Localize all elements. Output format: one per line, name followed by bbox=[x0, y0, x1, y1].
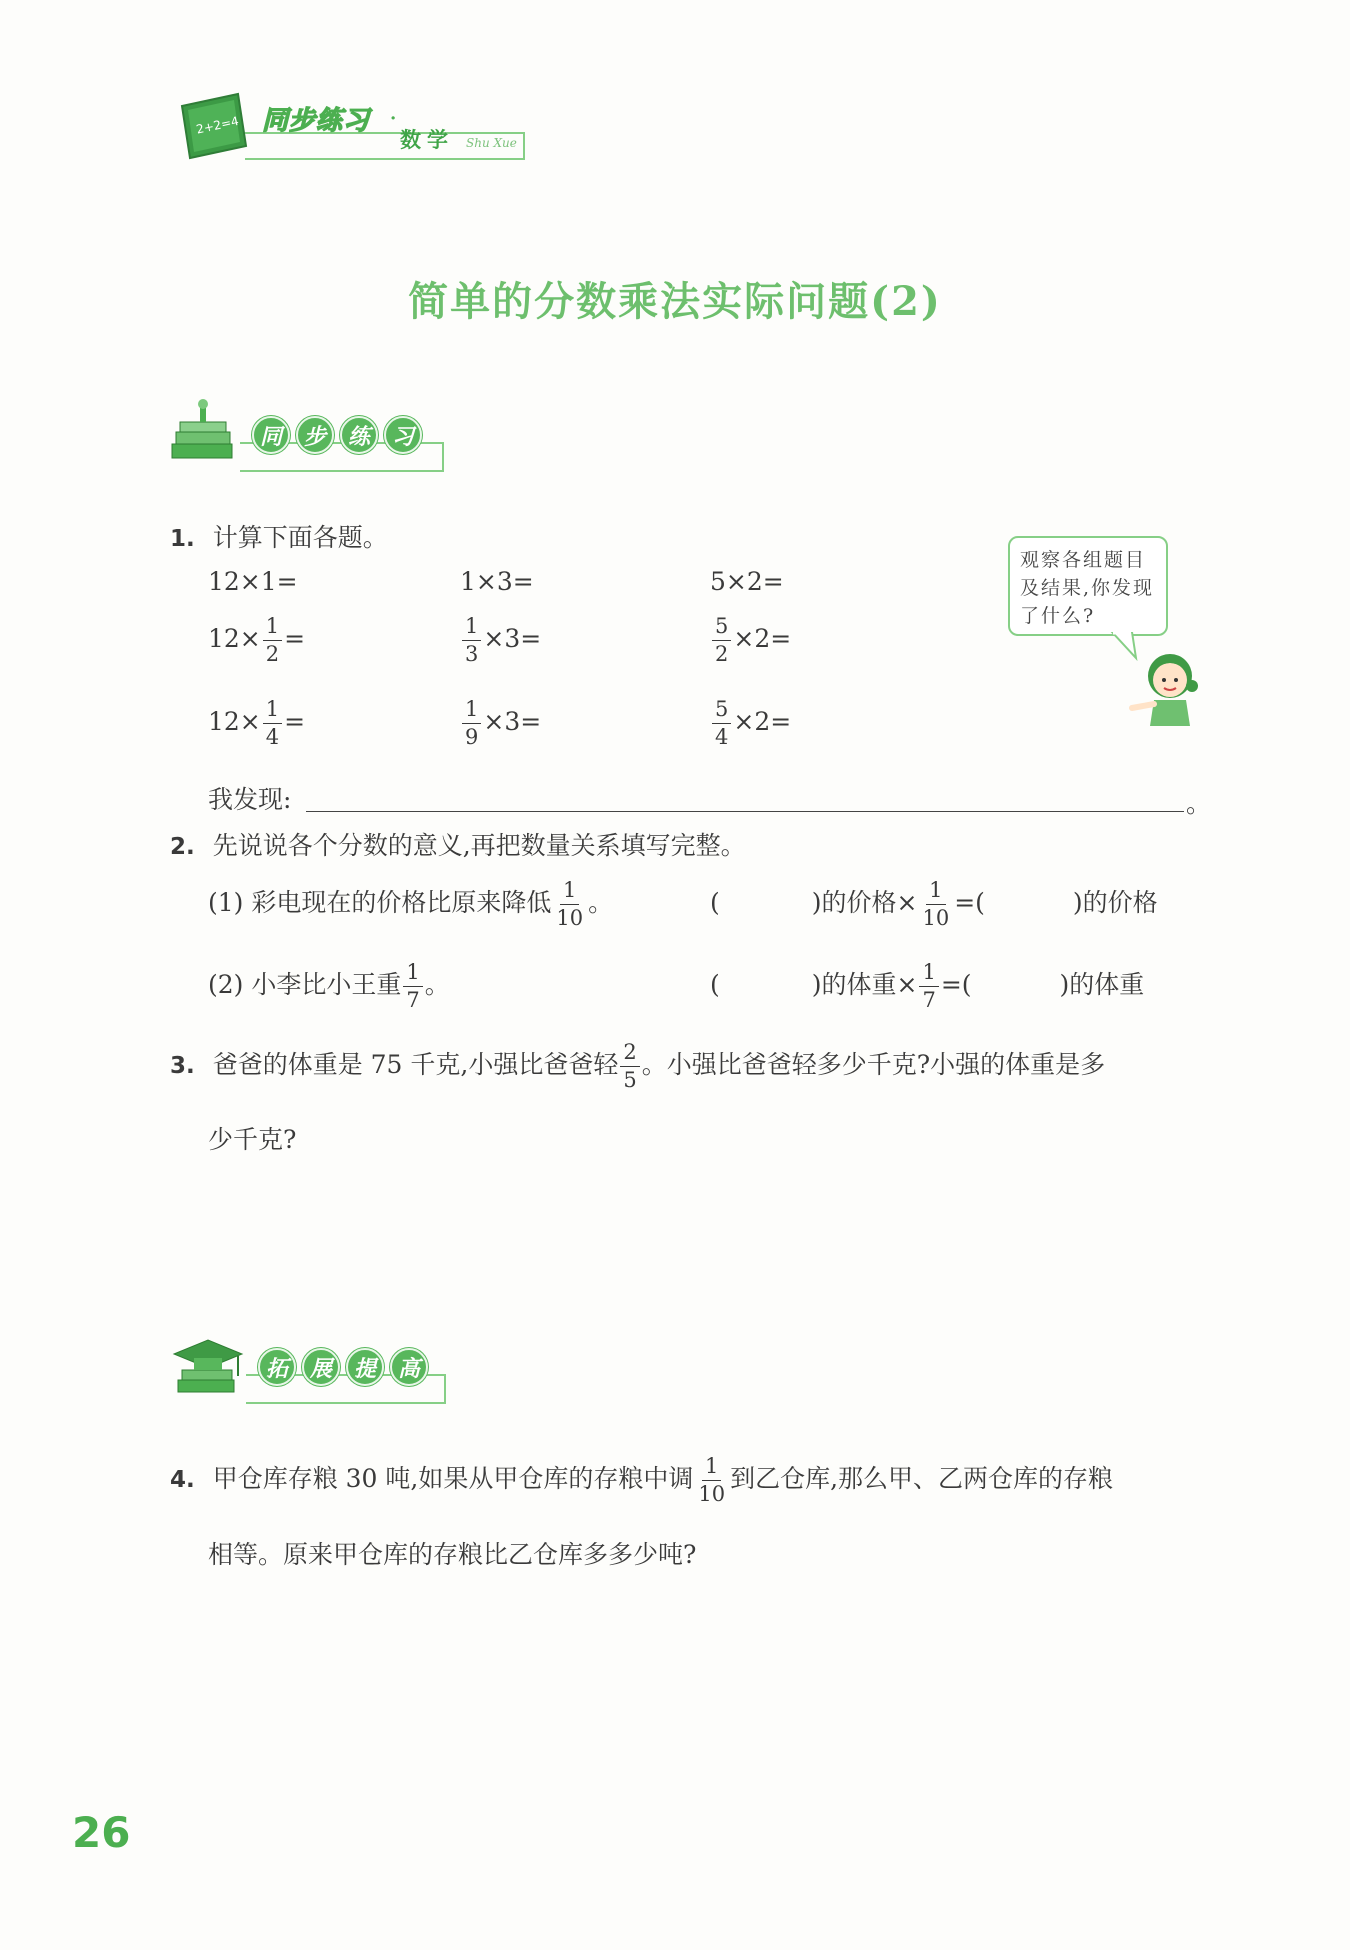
calc-item: $\frac{5}{4}$ ×2= bbox=[710, 699, 791, 748]
page-title: 简单的分数乘法实际问题(2) bbox=[408, 278, 942, 325]
page-number: 26 bbox=[72, 1808, 131, 1857]
calc-item: 12×1= bbox=[208, 567, 298, 596]
fraction: $\frac{1}{7}$ bbox=[919, 962, 938, 1011]
relation-fill-2: ( )的体重× $\frac{1}{7}$ =( )的体重 bbox=[710, 960, 1145, 1012]
calc-item: 12× $\frac{1}{2}$ = bbox=[208, 614, 306, 666]
question-number: 4. bbox=[170, 1467, 195, 1493]
girl-character-icon bbox=[1118, 646, 1202, 730]
calc-item: 1×3= bbox=[460, 567, 534, 596]
section-banner-practice bbox=[168, 398, 448, 478]
question-2-item-1: (1) 彩电现在的价格比原来降低 $\frac{1}{10}$ 。 bbox=[208, 878, 614, 930]
question-1-prompt bbox=[170, 518, 388, 554]
fraction: $\frac{5}{2}$ bbox=[712, 616, 731, 665]
calc-item: 12× $\frac{1}{4}$ = bbox=[208, 697, 306, 749]
question-number: 3. bbox=[170, 1053, 195, 1079]
banner-char: 习 bbox=[384, 416, 422, 454]
banner-char: 展 bbox=[302, 1348, 340, 1386]
banner-label bbox=[252, 416, 422, 454]
banner-char: 提 bbox=[346, 1348, 384, 1386]
question-number: 2. bbox=[170, 834, 195, 860]
fraction: $\frac{2}{5}$ bbox=[620, 1042, 639, 1091]
question-2-prompt bbox=[170, 826, 746, 862]
graduation-cap-icon bbox=[168, 1332, 248, 1408]
prompt-text: 计算下面各题。 bbox=[212, 523, 388, 552]
calc-item: $\frac{1}{9}$ ×3= bbox=[460, 699, 541, 748]
fraction: $\frac{1}{10}$ bbox=[556, 878, 584, 930]
discovery-label: 我发现: bbox=[208, 785, 292, 814]
question-3-line-1: 3. 爸爸的体重是 75 千克,小强比爸爸轻 $\frac{2}{5}$ 。小强比爸爸轻多少千克?小强的体重是多 bbox=[170, 1040, 1106, 1092]
fraction: $\frac{1}{7}$ bbox=[403, 962, 422, 1011]
banner-label bbox=[258, 1348, 428, 1386]
question-number: 1. bbox=[170, 526, 195, 552]
series-title: 同步练习 bbox=[262, 106, 371, 136]
prompt-text: 先说说各个分数的意义,再把数量关系填写完整。 bbox=[212, 831, 746, 860]
svg-text:2+2=4: 2+2=4 bbox=[194, 113, 240, 137]
banner-char: 练 bbox=[340, 416, 378, 454]
question-3-line-2: 少千克? bbox=[208, 1125, 297, 1154]
subject-pinyin: Shu Xue bbox=[466, 136, 517, 150]
header-dot: · bbox=[390, 108, 397, 129]
question-2-item-2: (2) 小李比小王重 $\frac{1}{7}$ 。 bbox=[208, 960, 450, 1012]
fraction: $\frac{5}{4}$ bbox=[712, 699, 731, 748]
banner-char: 同 bbox=[252, 416, 290, 454]
section-banner-extension bbox=[168, 1332, 458, 1412]
fraction: $\frac{1}{2}$ bbox=[263, 616, 282, 665]
fraction: $\frac{1}{10}$ bbox=[922, 878, 950, 930]
chalkboard-icon bbox=[176, 88, 256, 168]
calc-item: $\frac{1}{3}$ ×3= bbox=[460, 616, 541, 665]
fraction: $\frac{1}{3}$ bbox=[462, 616, 481, 665]
fraction: $\frac{1}{4}$ bbox=[263, 699, 282, 748]
calc-item: $\frac{5}{2}$ ×2= bbox=[710, 616, 791, 665]
discovery-end: 。 bbox=[1186, 789, 1212, 818]
banner-char: 拓 bbox=[258, 1348, 296, 1386]
calc-item: 5×2= bbox=[710, 567, 784, 596]
fraction: $\frac{1}{10}$ bbox=[698, 1454, 726, 1506]
relation-fill-1: ( )的价格× $\frac{1}{10}$ =( )的价格 bbox=[710, 878, 1158, 930]
question-4-line-1: 4. 甲仓库存粮 30 吨,如果从甲仓库的存粮中调 $\frac{1}{10}$ 到乙仓库,那么甲、乙两仓库的存粮 bbox=[170, 1454, 1114, 1506]
banner-char: 高 bbox=[390, 1348, 428, 1386]
question-4-line-2: 相等。原来甲仓库的存粮比乙仓库多多少吨? bbox=[208, 1540, 697, 1569]
discovery-answer-line[interactable] bbox=[306, 811, 1184, 812]
hint-speech-bubble: 观察各组题目及结果,你发现了什么? bbox=[1008, 536, 1168, 636]
subject-label: 数学 bbox=[400, 127, 454, 152]
books-stack-icon bbox=[168, 398, 240, 472]
header bbox=[0, 0, 1350, 180]
banner-char: 步 bbox=[296, 416, 334, 454]
fraction: $\frac{1}{9}$ bbox=[462, 699, 481, 748]
